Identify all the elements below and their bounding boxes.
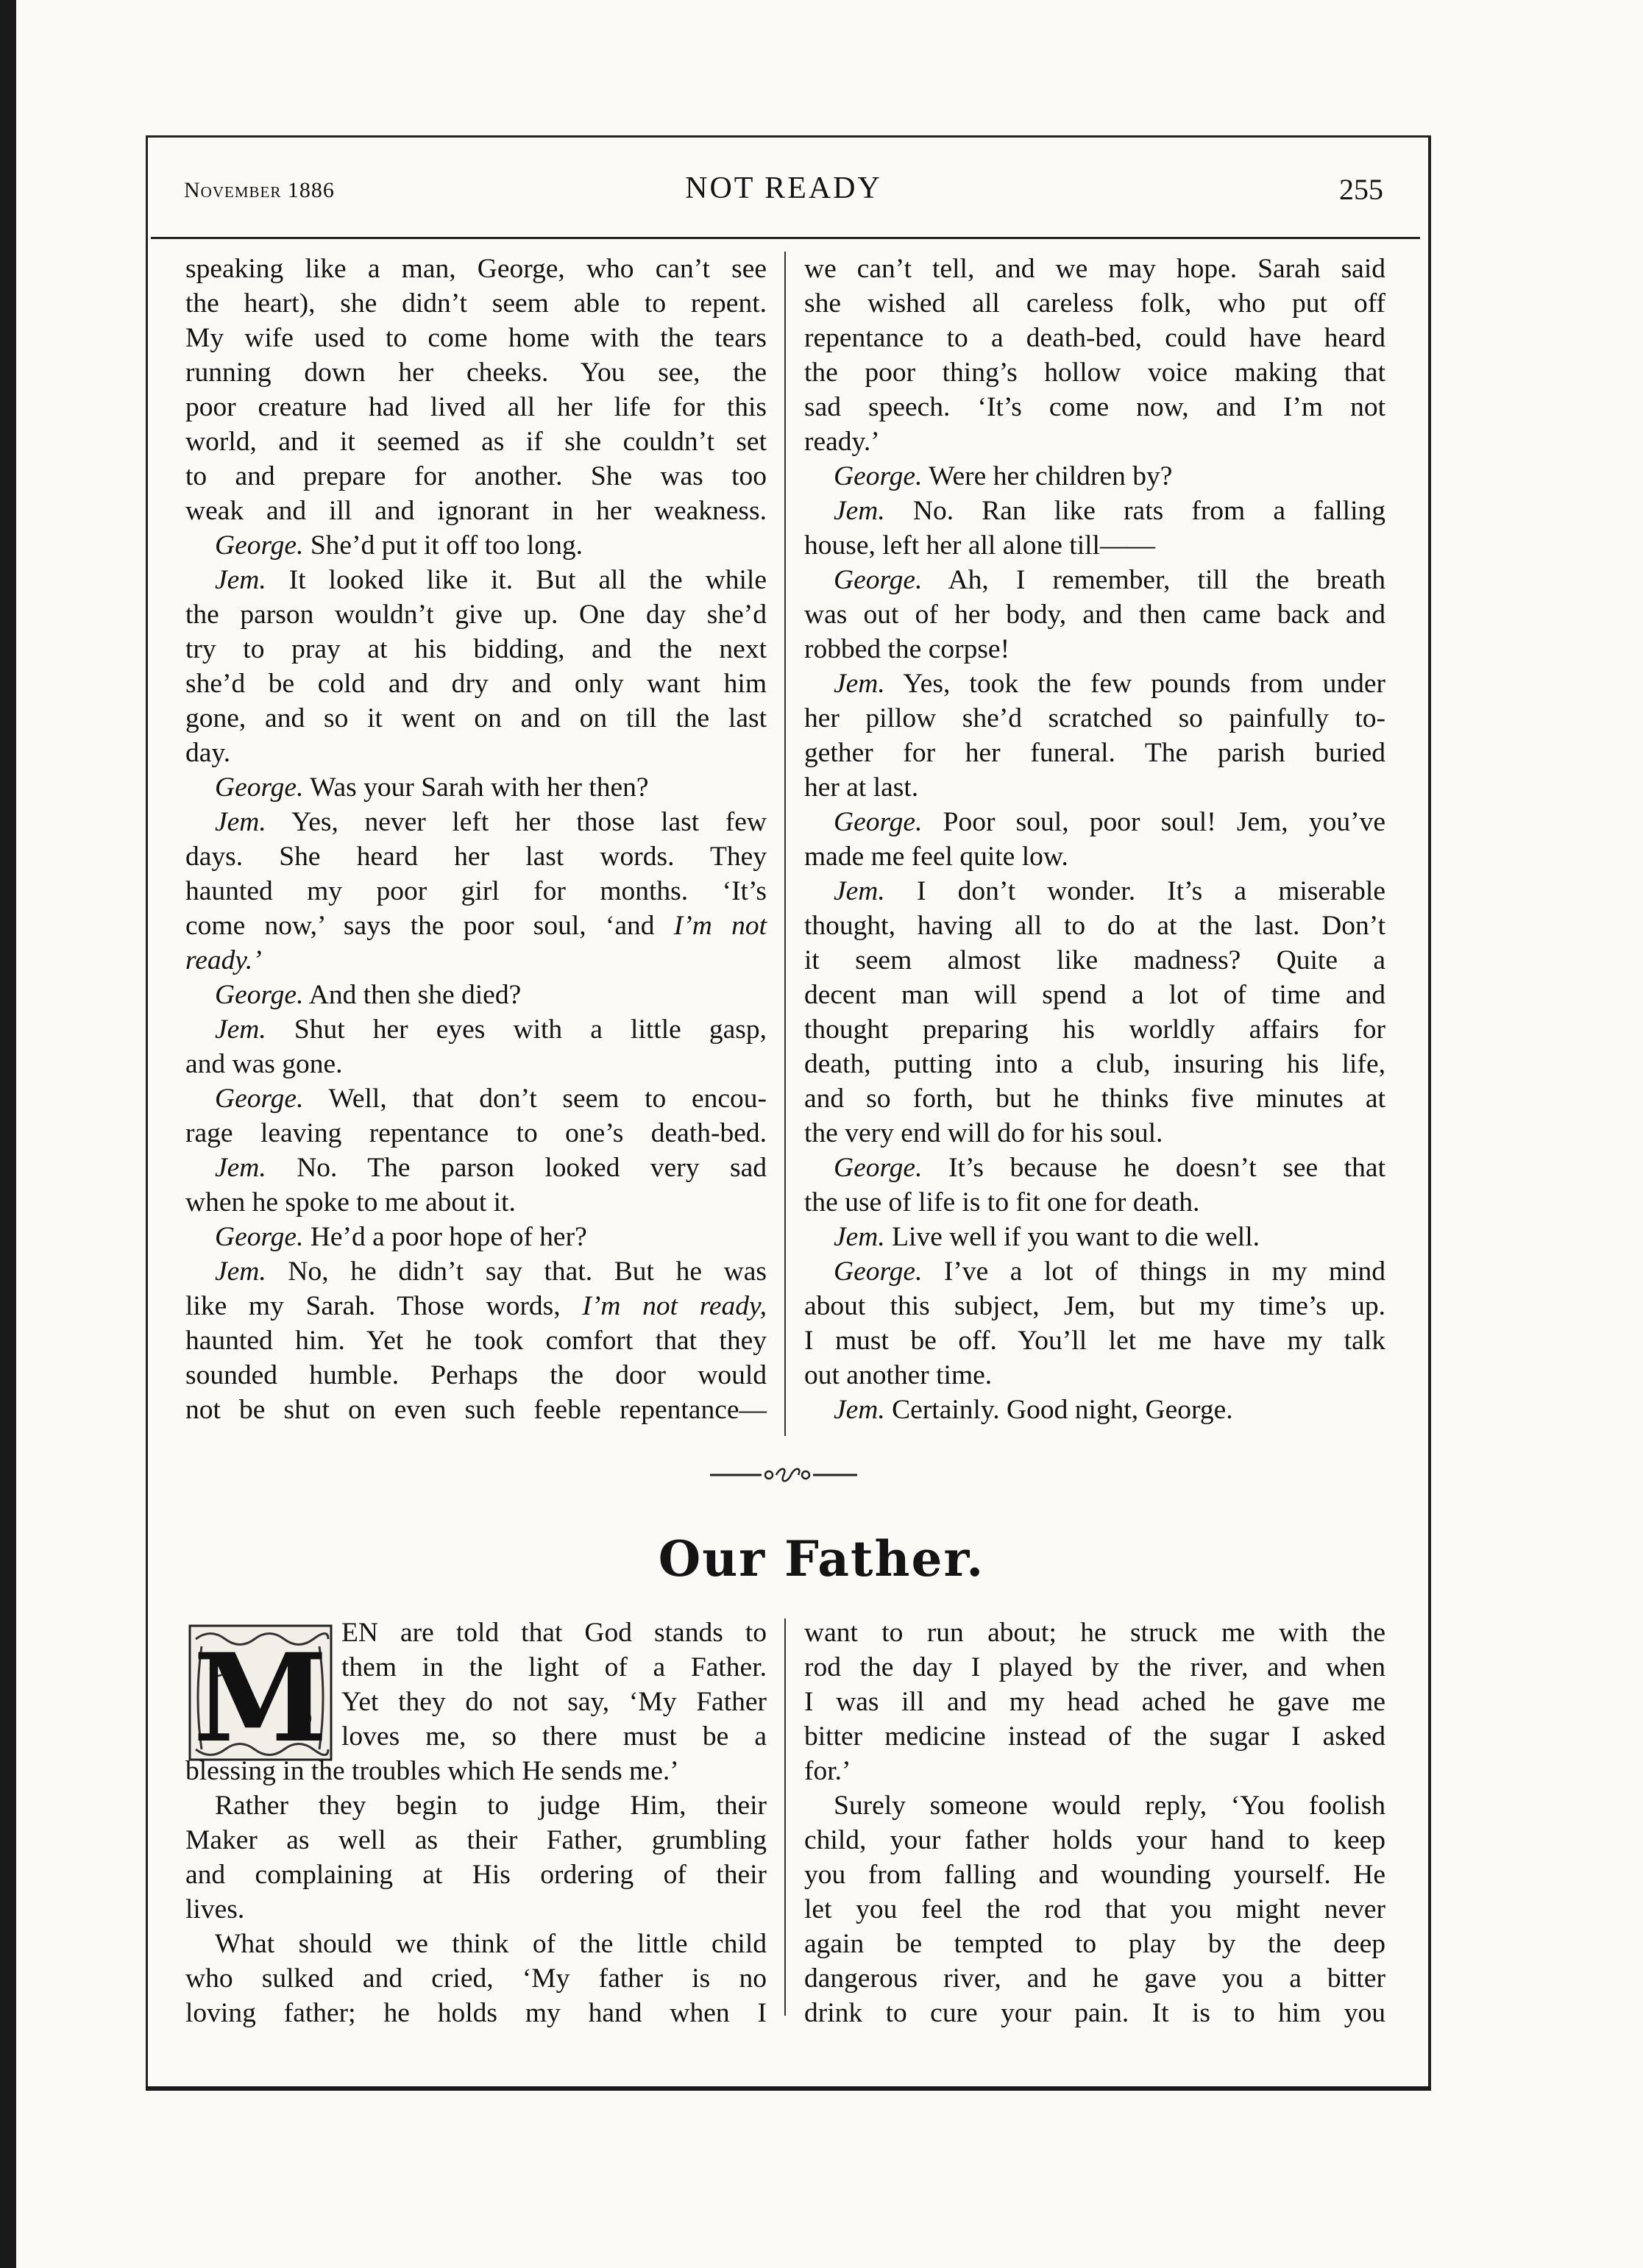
speaker-line: Jem. Yes, never left her those last few bbox=[215, 807, 767, 837]
text-line: come now,’ says the poor soul, ‘and I’m not bbox=[185, 911, 767, 941]
bottom-rule bbox=[146, 2086, 1431, 2091]
speaker-line: Jem. Certainly. Good night, George. bbox=[834, 1395, 1233, 1425]
text-line: Surely someone would reply, ‘You foolish bbox=[834, 1791, 1385, 1821]
text-line: robbed the corpse! bbox=[804, 634, 1010, 664]
text-line: Maker as well as their Father, grumbling bbox=[185, 1825, 767, 1855]
text-line: day. bbox=[185, 738, 231, 768]
text-line: like my Sarah. Those words, I’m not ready, bbox=[185, 1291, 767, 1321]
text-line: running down her cheeks. You see, the bbox=[185, 358, 767, 388]
text-line: sounded humble. Perhaps the door would bbox=[185, 1360, 767, 1390]
text-line: the heart), she didn’t seem able to repent. bbox=[185, 288, 767, 319]
text-line: days. She heard her last words. They bbox=[185, 842, 767, 872]
running-head-date: November 1886 bbox=[184, 178, 335, 202]
speaker-line: George. Were her children by? bbox=[834, 461, 1173, 491]
text-line: What should we think of the little child bbox=[215, 1929, 767, 1959]
text-line: gone, and so it went on and on till the last bbox=[185, 703, 767, 733]
text-line: child, your father holds your hand to keep bbox=[804, 1825, 1385, 1855]
running-head-title: NOT READY bbox=[685, 171, 882, 205]
text-line: blessing in the troubles which He sends me.’ bbox=[185, 1756, 679, 1786]
speaker-line: Jem. Live well if you want to die well. bbox=[834, 1222, 1260, 1252]
text-line: rage leaving repentance to one’s death-bed. bbox=[185, 1118, 767, 1148]
text-line: poor creature had lived all her life for this bbox=[185, 392, 767, 422]
column-divider bbox=[784, 252, 786, 1436]
speaker-line: George. Ah, I remember, till the breath bbox=[834, 565, 1385, 595]
text-line: weak and ill and ignorant in her weakness. bbox=[185, 496, 767, 526]
speaker-line: Jem. No, he didn’t say that. But he was bbox=[215, 1256, 767, 1287]
article-title: Our Father. bbox=[658, 1530, 985, 1588]
text-line: Rather they begin to judge Him, their bbox=[215, 1791, 767, 1821]
text-line: she’d be cold and dry and only want him bbox=[185, 669, 767, 699]
text-line: bitter medicine instead of the sugar I asked bbox=[804, 1721, 1385, 1752]
binding-edge bbox=[0, 0, 16, 2268]
text-line: want to run about; he struck me with the bbox=[804, 1618, 1385, 1648]
text-line: I must be off. You’ll let me have my talk bbox=[804, 1326, 1385, 1356]
text-line: was out of her body, and then came back and bbox=[804, 600, 1385, 630]
text-line: thought preparing his worldly affairs for bbox=[804, 1014, 1385, 1045]
speaker-line: Jem. It looked like it. But all the while bbox=[215, 565, 767, 595]
text-line: and was gone. bbox=[185, 1049, 343, 1079]
dialogue-column-left bbox=[185, 252, 767, 1427]
text-line: decent man will spend a lot of time and bbox=[804, 980, 1385, 1010]
text-line: out another time. bbox=[804, 1360, 993, 1390]
page-number: 255 bbox=[1339, 173, 1383, 206]
text-line: her pillow she’d scratched so painfully to- bbox=[804, 703, 1385, 733]
speaker-line: George. Well, that don’t seem to encou- bbox=[215, 1084, 767, 1114]
text-line: ready.’ bbox=[185, 945, 262, 975]
text-line: not be shut on even such feeble repentance— bbox=[185, 1395, 767, 1425]
text-line: drink to cure your pain. It is to him you bbox=[804, 1998, 1385, 2028]
text-line: Yet they do not say, ‘My Father bbox=[341, 1687, 767, 1717]
section-ornament-icon bbox=[710, 1464, 857, 1486]
text-line: about this subject, Jem, but my time’s up. bbox=[804, 1291, 1385, 1321]
text-line: the parson wouldn’t give up. One day she’d bbox=[185, 600, 767, 630]
text-line: dangerous river, and he gave you a bitter bbox=[804, 1963, 1385, 1994]
text-line: the very end will do for his soul. bbox=[804, 1118, 1163, 1148]
speaker-line: George. She’d put it off too long. bbox=[215, 530, 583, 561]
drop-cap-letter: M bbox=[193, 1627, 328, 1761]
speaker-line: George. I’ve a lot of things in my mind bbox=[834, 1256, 1385, 1287]
text-line: haunted him. Yet he took comfort that they bbox=[185, 1326, 767, 1356]
text-line: world, and it seemed as if she couldn’t set bbox=[185, 427, 767, 457]
text-line: made me feel quite low. bbox=[804, 842, 1068, 872]
text-line: house, left her all alone till—— bbox=[804, 530, 1155, 561]
speaker-line: George. And then she died? bbox=[215, 980, 522, 1010]
text-line: try to pray at his bidding, and the next bbox=[185, 634, 767, 664]
text-line: and so forth, but he thinks five minutes at bbox=[804, 1084, 1385, 1114]
text-line: let you feel the rod that you might never bbox=[804, 1894, 1385, 1924]
speaker-line: Jem. Shut her eyes with a little gasp, bbox=[215, 1014, 767, 1045]
text-line: lives. bbox=[185, 1894, 245, 1924]
dialogue-column-right bbox=[804, 252, 1385, 1427]
text-line: to and prepare for another. She was too bbox=[185, 461, 767, 491]
text-line: she wished all careless folk, who put off bbox=[804, 288, 1385, 319]
speaker-line: George. He’d a poor hope of her? bbox=[215, 1222, 587, 1252]
article-column-left bbox=[185, 1615, 767, 2030]
running-head bbox=[184, 171, 1383, 215]
text-line: I was ill and my head ached he gave me bbox=[804, 1687, 1385, 1717]
speaker-line: Jem. I don’t wonder. It’s a miserable bbox=[834, 876, 1385, 906]
text-line: you from falling and wounding yourself. He bbox=[804, 1860, 1385, 1890]
text-line: and complaining at His ordering of their bbox=[185, 1860, 767, 1890]
text-line: loving father; he holds my hand when I bbox=[185, 1998, 767, 2028]
speaker-line: Jem. No. Ran like rats from a falling bbox=[834, 496, 1385, 526]
text-line: we can’t tell, and we may hope. Sarah said bbox=[804, 254, 1385, 284]
text-line: sad speech. ‘It’s come now, and I’m not bbox=[804, 392, 1385, 422]
text-line: the use of life is to fit one for death. bbox=[804, 1187, 1200, 1217]
speaker-line: Jem. No. The parson looked very sad bbox=[215, 1153, 767, 1183]
header-rule bbox=[151, 237, 1420, 239]
speaker-line: Jem. Yes, took the few pounds from under bbox=[834, 669, 1385, 699]
text-line: again be tempted to play by the deep bbox=[804, 1929, 1385, 1959]
text-line: it seem almost like madness? Quite a bbox=[804, 945, 1385, 975]
text-line: EN are told that God stands to bbox=[341, 1618, 767, 1648]
text-line: gether for her funeral. The parish buried bbox=[804, 738, 1385, 768]
column-divider bbox=[784, 1618, 786, 2016]
text-line: rod the day I played by the river, and when bbox=[804, 1652, 1385, 1682]
text-line: haunted my poor girl for months. ‘It’s bbox=[185, 876, 767, 906]
text-line: loves me, so there must be a bbox=[341, 1721, 767, 1752]
text-line: speaking like a man, George, who can’t see bbox=[185, 254, 767, 284]
text-line: for.’ bbox=[804, 1756, 851, 1786]
text-line: repentance to a death-bed, could have heard bbox=[804, 323, 1385, 353]
speaker-line: George. It’s because he doesn’t see that bbox=[834, 1153, 1385, 1183]
article-column-right bbox=[804, 1615, 1385, 2030]
text-line: when he spoke to me about it. bbox=[185, 1187, 516, 1217]
text-line: My wife used to come home with the tears bbox=[185, 323, 767, 353]
text-line: ready.’ bbox=[804, 427, 880, 457]
text-line: death, putting into a club, insuring his life, bbox=[804, 1049, 1385, 1079]
speaker-line: George. Poor soul, poor soul! Jem, you’ve bbox=[834, 807, 1385, 837]
text-line: the poor thing’s hollow voice making that bbox=[804, 358, 1385, 388]
speaker-line: George. Was your Sarah with her then? bbox=[215, 772, 649, 803]
text-line: her at last. bbox=[804, 772, 919, 803]
text-line: who sulked and cried, ‘My father is no bbox=[185, 1963, 767, 1994]
text-line: thought, having all to do at the last. Don’t bbox=[804, 911, 1385, 941]
text-line: them in the light of a Father. bbox=[341, 1652, 767, 1682]
